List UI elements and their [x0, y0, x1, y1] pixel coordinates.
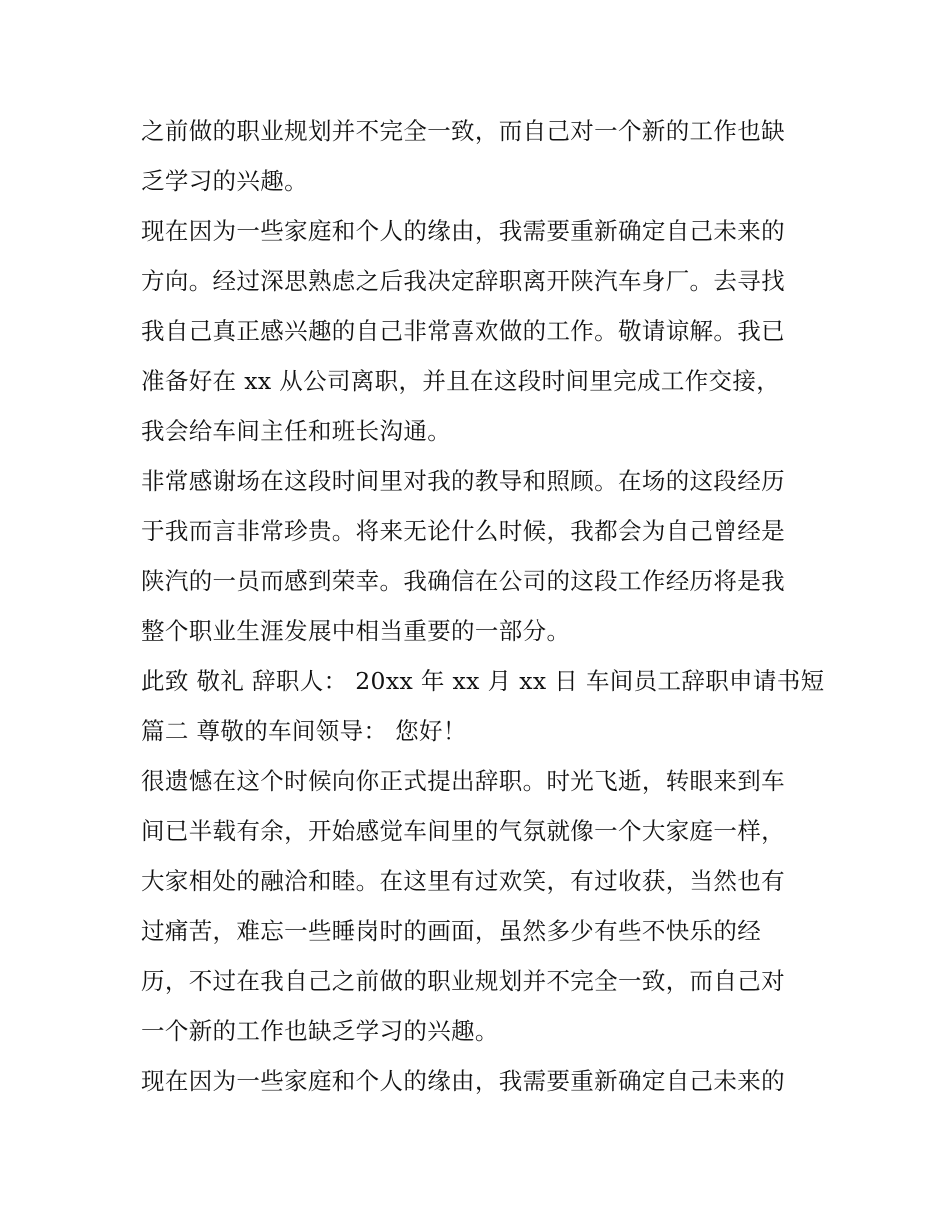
text-line: 大家相处的融洽和睦。在这里有过欢笑，有过收获，当然也有 — [141, 867, 785, 895]
text-line: 现在因为一些家庭和个人的缘由，我需要重新确定自己未来的 — [141, 1067, 785, 1095]
text-line: 很遗憾在这个时候向你正式提出辞职。时光飞逝，转眼来到车 — [141, 767, 785, 795]
text-line: 方向。经过深思熟虑之后我决定辞职离开陕汽车身厂。去寻找 — [141, 267, 785, 295]
text-line: 一个新的工作也缺乏学习的兴趣。 — [141, 1017, 499, 1045]
text-line: 篇二 尊敬的车间领导： 您好！ — [141, 717, 467, 745]
text-line: 我会给车间主任和班长沟通。 — [141, 417, 452, 445]
text-line: 现在因为一些家庭和个人的缘由，我需要重新确定自己未来的 — [141, 217, 785, 245]
text-line: 此致 敬礼 辞职人： 20xx 年 xx 月 xx 日 车间员工辞职申请书短 — [141, 667, 825, 695]
text-line: 间已半载有余，开始感觉车间里的气氛就像一个大家庭一样， — [141, 817, 785, 845]
text-line: 非常感谢场在这段时间里对我的教导和照顾。在场的这段经历 — [141, 467, 785, 495]
text-line: 准备好在 xx 从公司离职，并且在这段时间里完成工作交接， — [141, 367, 781, 395]
text-line: 历，不过在我自己之前做的职业规划并不完全一致，而自己对 — [141, 967, 785, 995]
text-line: 之前做的职业规划并不完全一致，而自己对一个新的工作也缺 — [141, 117, 785, 145]
text-line: 我自己真正感兴趣的自己非常喜欢做的工作。敬请谅解。我已 — [141, 317, 785, 345]
text-line: 乏学习的兴趣。 — [141, 167, 308, 195]
text-line: 陕汽的一员而感到荣幸。我确信在公司的这段工作经历将是我 — [141, 567, 785, 595]
text-line: 整个职业生涯发展中相当重要的一部分。 — [141, 617, 571, 645]
text-line: 于我而言非常珍贵。将来无论什么时候，我都会为自己曾经是 — [141, 517, 785, 545]
text-line: 过痛苦，难忘一些睡岗时的画面，虽然多少有些不快乐的经 — [141, 917, 762, 945]
